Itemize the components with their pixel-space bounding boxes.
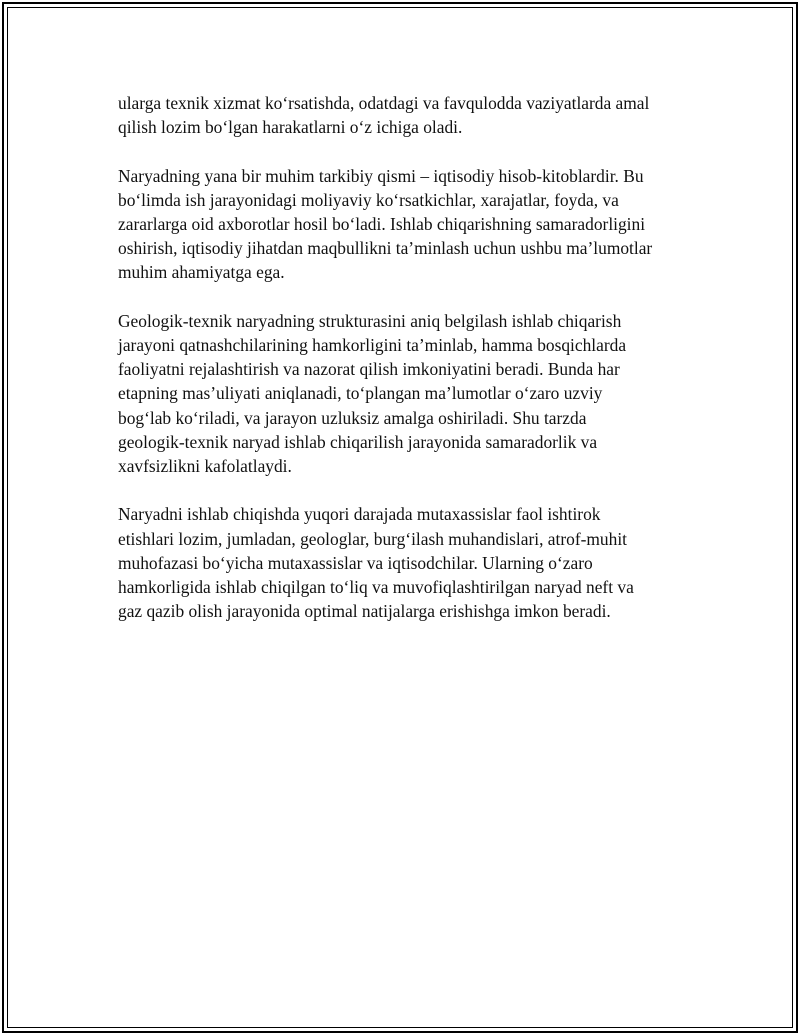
- paragraph: [118, 91, 693, 139]
- text-line: Naryadning yana bir muhim tarkibiy qismi – iqtisodiy hisob-kitoblardir. Bu: [118, 165, 644, 186]
- text-line: geologik-texnik naryad ishlab chiqarilish jarayonida samaradorlik va: [118, 431, 598, 452]
- text-line: gaz qazib olish jarayonida optimal natijalarga erishishga imkon beradi.: [118, 601, 611, 622]
- text-line: bog‘lab ko‘riladi, va jarayon uzluksiz amalga oshiriladi. Shu tarzda: [118, 407, 587, 428]
- text-line: faoliyatni rejalashtirish va nazorat qilish imkoniyatini beradi. Bunda har: [118, 359, 620, 380]
- text-line: Geologik-texnik naryadning strukturasini aniq belgilash ishlab chiqarish: [118, 310, 622, 331]
- text-line: zararlarga oid axborotlar hosil bo‘ladi. Ishlab chiqarishning samaradorligini: [118, 214, 646, 234]
- text-line: etapning mas’uliyati aniqlanadi, to‘plangan ma’lumotlar o‘zaro uzviy: [118, 383, 603, 404]
- paragraph: [118, 164, 693, 285]
- text-line: Naryadni ishlab chiqishda yuqori darajada mutaxassislar faol ishtirok: [118, 504, 601, 525]
- text-line: hamkorligida ishlab chiqilgan to‘liq va muvofiqlashtirilgan naryad neft va: [118, 577, 634, 598]
- text-line: oshirish, iqtisodiy jihatdan maqbullikni ta’minlash uchun ushbu ma’lumotlar: [118, 238, 653, 259]
- text-line: muhim ahamiyatga ega.: [118, 262, 285, 283]
- paragraph: [118, 309, 693, 478]
- text-line: ularga texnik xizmat ko‘rsatishda, odatdagi va favqulodda vaziyatlarda amal: [118, 93, 650, 113]
- text-line: jarayoni qatnashchilarining hamkorligini ta’minlab, hamma bosqichlarda: [118, 335, 627, 355]
- text-line: bo‘limda ish jarayonidagi moliyaviy ko‘rsatkichlar, xarajatlar, foyda, va: [118, 189, 619, 210]
- text-line: etishlari lozim, jumladan, geologlar, burg‘ilash muhandislari, atrof-muhit: [118, 528, 627, 549]
- paragraph: [118, 502, 693, 623]
- document-body: [118, 91, 693, 648]
- text-line: muhofazasi bo‘yicha mutaxassislar va iqtisodchilar. Ularning o‘zaro: [118, 552, 593, 573]
- text-line: xavfsizlikni kafolatlaydi.: [118, 456, 292, 477]
- text-line: qilish lozim bo‘lgan harakatlarni o‘z ichiga oladi.: [118, 117, 463, 138]
